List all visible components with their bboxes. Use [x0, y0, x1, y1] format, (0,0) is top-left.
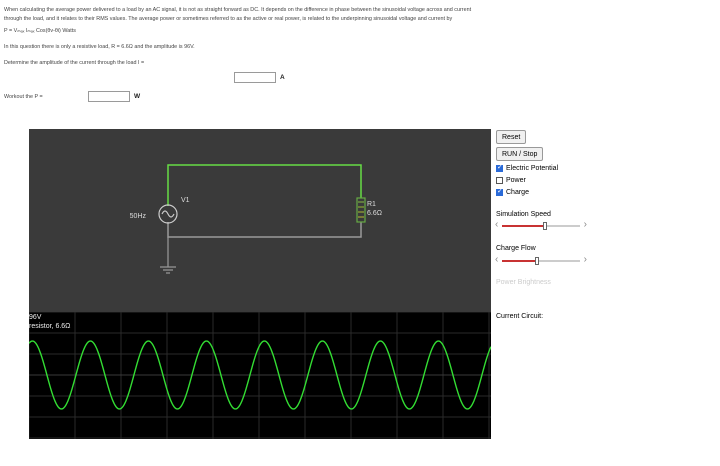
charge-flow-label: Charge Flow — [496, 245, 536, 252]
slider-right-arrow-icon[interactable]: › — [583, 254, 587, 265]
checkbox-checked-icon[interactable] — [496, 189, 503, 196]
ground-icon — [160, 267, 176, 273]
electric-potential-checkbox[interactable] — [496, 165, 558, 172]
charge-label: Charge — [506, 189, 529, 196]
question-intro-line-2: through the load, and it relates to their RMS values. The average power or sometimes referred to as the active or real power, is related to the underpinning sinusoidal voltage and current by — [4, 16, 453, 22]
slider-thumb[interactable] — [543, 222, 547, 230]
run-stop-button[interactable]: RUN / Stop — [496, 147, 543, 161]
electric-potential-label: Electric Potential — [506, 165, 559, 172]
ac-source-icon[interactable] — [159, 205, 177, 223]
resistor-name-label: R1 — [367, 201, 376, 208]
power-unit-label: W — [134, 93, 141, 100]
slider-left-arrow-icon[interactable]: ‹ — [495, 254, 499, 265]
circuit-diagram[interactable] — [29, 129, 491, 312]
bottom-wire — [168, 222, 361, 237]
slider-right-arrow-icon[interactable]: › — [583, 219, 587, 230]
oscilloscope-plot — [29, 312, 491, 439]
resistor-icon[interactable] — [357, 198, 365, 222]
current-circuit-label: Current Circuit: — [496, 313, 544, 320]
charge-checkbox[interactable] — [496, 189, 529, 196]
simulation-speed-label: Simulation Speed — [496, 211, 551, 218]
scope-amplitude-label: 96V — [29, 314, 42, 321]
scope-component-label: resistor, 6.6Ω — [29, 323, 71, 330]
current-unit-label: A — [280, 74, 285, 81]
current-amplitude-input[interactable] — [234, 72, 276, 83]
slider-thumb[interactable] — [535, 257, 539, 265]
power-prompt: Workout the P = — [4, 94, 43, 100]
power-input[interactable] — [88, 91, 130, 102]
source-name-label: V1 — [181, 197, 190, 204]
current-amplitude-prompt: Determine the amplitude of the current through the load I = — [4, 60, 145, 66]
charge-flow-slider[interactable] — [496, 256, 586, 266]
slider-left-arrow-icon[interactable]: ‹ — [495, 219, 499, 230]
question-intro-line-1: When calculating the average power delivered to a load by an AC signal, it is not as straight forward as DC. It depends on the difference in phase between the sinusoidal voltage across and current — [4, 7, 472, 13]
scope-info — [29, 313, 70, 331]
checkbox-unchecked-icon[interactable] — [496, 177, 503, 184]
reset-button[interactable]: Reset — [496, 130, 526, 144]
source-frequency-label: 50Hz — [129, 213, 146, 220]
power-label: Power — [506, 177, 526, 184]
oscilloscope-panel[interactable] — [29, 312, 491, 439]
circuit-simulator-canvas[interactable] — [29, 129, 491, 439]
top-wire — [168, 165, 361, 206]
power-checkbox[interactable] — [496, 177, 526, 184]
question-given-values: In this question there is only a resistive load, R = 6.6Ω and the amplitude is 96V. — [4, 44, 195, 50]
power-brightness-label: Power Brightness — [496, 279, 551, 286]
power-formula: P = Vₘₐₓ Iₘₐₓ Cos(θv-θi) Watts — [4, 28, 76, 34]
checkbox-checked-icon[interactable] — [496, 165, 503, 172]
simulation-speed-slider[interactable] — [496, 221, 586, 231]
resistor-value-label: 6.6Ω — [367, 210, 382, 217]
